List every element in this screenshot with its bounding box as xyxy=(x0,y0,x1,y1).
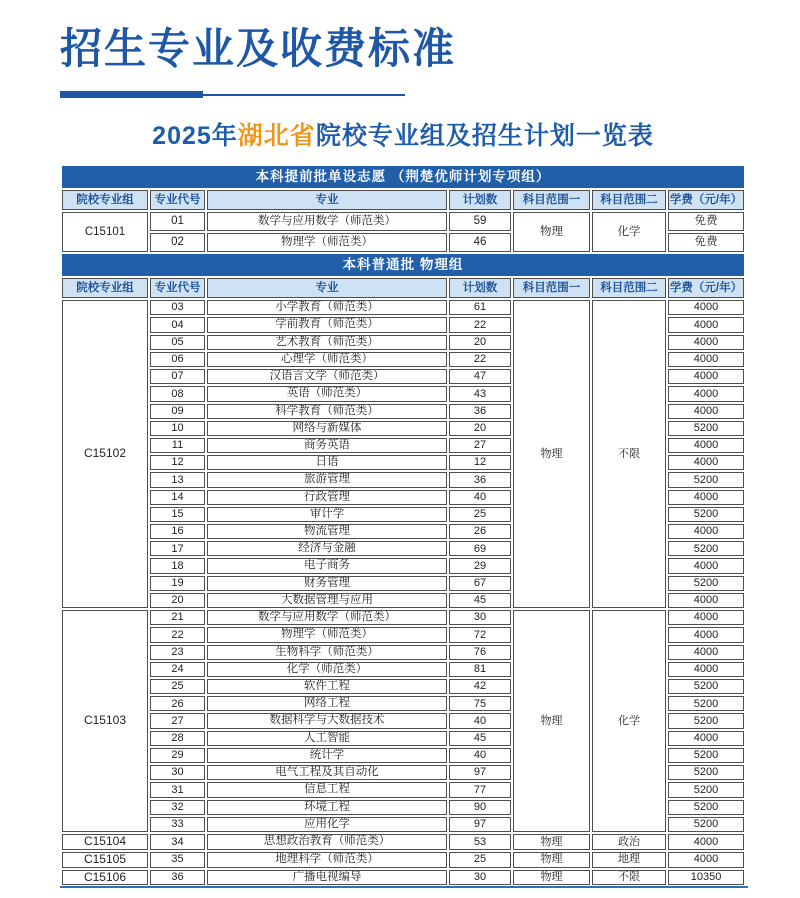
major-cell: 生物科学（师范类） xyxy=(207,645,447,660)
column-header: 专业代号 xyxy=(150,278,205,298)
code-cell: 25 xyxy=(150,679,205,694)
code-cell: 10 xyxy=(150,421,205,436)
plan-cell: 47 xyxy=(449,369,511,384)
major-cell: 物理学（师范类） xyxy=(207,233,447,252)
page xyxy=(0,26,800,898)
major-cell: 经济与金融 xyxy=(207,541,447,556)
code-cell: 13 xyxy=(150,472,205,487)
column-header: 院校专业组 xyxy=(62,278,148,298)
fee-cell: 5200 xyxy=(668,421,744,436)
fee-cell: 4000 xyxy=(668,455,744,470)
code-cell: 33 xyxy=(150,817,205,832)
fee-cell: 5200 xyxy=(668,541,744,556)
fee-cell: 4000 xyxy=(668,490,744,505)
major-cell: 网络工程 xyxy=(207,696,447,711)
plan-cell: 40 xyxy=(449,713,511,728)
page-title: 招生专业及收费标准 xyxy=(60,25,457,72)
plan-cell: 97 xyxy=(449,765,511,780)
subject1-cell: 物理 xyxy=(513,300,590,608)
subtitle-province-highlight: 湖北省 xyxy=(237,122,316,151)
major-cell: 电子商务 xyxy=(207,558,447,573)
column-header: 科目范围一 xyxy=(513,278,590,298)
code-cell: 18 xyxy=(150,558,205,573)
major-cell: 科学教育（师范类） xyxy=(207,404,447,419)
column-header-row xyxy=(62,278,744,298)
table-bottom-accent-line xyxy=(60,886,748,888)
major-cell: 数据科学与大数据技术 xyxy=(207,713,447,728)
title-underline-thick-segment xyxy=(60,91,203,98)
title-underline-thin-segment xyxy=(203,94,405,96)
section-banner: 本科提前批单设志愿 （荆楚优师计划专项组） xyxy=(62,166,744,188)
column-header: 学费（元/年） xyxy=(668,190,744,210)
plan-cell: 43 xyxy=(449,386,511,401)
major-cell: 财务管理 xyxy=(207,576,447,591)
code-cell: 12 xyxy=(150,455,205,470)
major-cell: 环境工程 xyxy=(207,800,447,815)
fee-cell: 免费 xyxy=(668,212,744,231)
plan-cell: 30 xyxy=(449,870,511,886)
fee-cell: 4000 xyxy=(668,352,744,367)
column-header: 专业 xyxy=(207,190,447,210)
group-cell: C15105 xyxy=(62,852,148,868)
major-cell: 应用化学 xyxy=(207,817,447,832)
subject1-cell: 物理 xyxy=(513,852,590,868)
column-header: 专业代号 xyxy=(150,190,205,210)
plan-cell: 25 xyxy=(449,852,511,868)
plan-cell: 61 xyxy=(449,300,511,315)
fee-cell: 5200 xyxy=(668,696,744,711)
plan-cell: 25 xyxy=(449,507,511,522)
fee-cell: 4000 xyxy=(668,834,744,850)
plan-cell: 36 xyxy=(449,472,511,487)
group-cell: C15102 xyxy=(62,300,148,608)
subject2-cell: 地理 xyxy=(592,852,666,868)
column-header: 计划数 xyxy=(449,278,511,298)
code-cell: 08 xyxy=(150,386,205,401)
code-cell: 35 xyxy=(150,852,205,868)
plan-cell: 77 xyxy=(449,782,511,797)
fee-cell: 4000 xyxy=(668,662,744,677)
major-cell: 地理科学（师范类） xyxy=(207,852,447,868)
subject1-cell: 物理 xyxy=(513,610,590,832)
fee-cell: 5200 xyxy=(668,507,744,522)
code-cell: 11 xyxy=(150,438,205,453)
major-cell: 广播电视编导 xyxy=(207,870,447,886)
code-cell: 30 xyxy=(150,765,205,780)
major-cell: 行政管理 xyxy=(207,490,447,505)
fee-cell: 4000 xyxy=(668,852,744,868)
code-cell: 07 xyxy=(150,369,205,384)
code-cell: 01 xyxy=(150,212,205,231)
fee-cell: 4000 xyxy=(668,335,744,350)
code-cell: 26 xyxy=(150,696,205,711)
plan-cell: 45 xyxy=(449,593,511,608)
major-cell: 汉语言文学（师范类） xyxy=(207,369,447,384)
table-row xyxy=(62,852,744,868)
table-row xyxy=(62,300,744,315)
plan-cell: 40 xyxy=(449,748,511,763)
fee-cell: 4000 xyxy=(668,524,744,539)
major-cell: 电气工程及其自动化 xyxy=(207,765,447,780)
section-banner-row xyxy=(62,166,744,188)
major-cell: 审计学 xyxy=(207,507,447,522)
major-cell: 学前教育（师范类） xyxy=(207,317,447,332)
plan-cell: 20 xyxy=(449,335,511,350)
table-subtitle xyxy=(60,116,746,152)
subject1-cell: 物理 xyxy=(513,212,590,252)
subtitle-year: 2025年 xyxy=(152,122,238,151)
fee-cell: 5200 xyxy=(668,800,744,815)
major-cell: 化学（师范类） xyxy=(207,662,447,677)
fee-cell: 5200 xyxy=(668,765,744,780)
major-cell: 数学与应用数学（师范类） xyxy=(207,610,447,625)
column-header: 科目范围一 xyxy=(513,190,590,210)
subject2-cell: 不限 xyxy=(592,300,666,608)
major-cell: 网络与新媒体 xyxy=(207,421,447,436)
code-cell: 31 xyxy=(150,782,205,797)
plan-cell: 76 xyxy=(449,645,511,660)
fee-cell: 4000 xyxy=(668,438,744,453)
plan-cell: 20 xyxy=(449,421,511,436)
major-cell: 小学教育（师范类） xyxy=(207,300,447,315)
fee-cell: 5200 xyxy=(668,748,744,763)
major-cell: 艺术教育（师范类） xyxy=(207,335,447,350)
plan-cell: 45 xyxy=(449,731,511,746)
column-header-row xyxy=(62,190,744,210)
major-cell: 数学与应用数学（师范类） xyxy=(207,212,447,231)
group-cell: C15103 xyxy=(62,610,148,832)
fee-cell: 4000 xyxy=(668,404,744,419)
subject2-cell: 政治 xyxy=(592,834,666,850)
code-cell: 15 xyxy=(150,507,205,522)
code-cell: 28 xyxy=(150,731,205,746)
plan-cell: 53 xyxy=(449,834,511,850)
major-cell: 旅游管理 xyxy=(207,472,447,487)
plan-cell: 30 xyxy=(449,610,511,625)
code-cell: 16 xyxy=(150,524,205,539)
major-cell: 物理学（师范类） xyxy=(207,627,447,642)
table-row xyxy=(62,212,744,231)
plan-cell: 69 xyxy=(449,541,511,556)
fee-cell: 5200 xyxy=(668,713,744,728)
fee-cell: 5200 xyxy=(668,817,744,832)
code-cell: 17 xyxy=(150,541,205,556)
column-header: 专业 xyxy=(207,278,447,298)
fee-cell: 4000 xyxy=(668,369,744,384)
code-cell: 20 xyxy=(150,593,205,608)
table-row xyxy=(62,834,744,850)
table-row xyxy=(62,610,744,625)
fee-cell: 4000 xyxy=(668,610,744,625)
column-header: 学费（元/年） xyxy=(668,278,744,298)
major-cell: 统计学 xyxy=(207,748,447,763)
plan-cell: 42 xyxy=(449,679,511,694)
code-cell: 21 xyxy=(150,610,205,625)
code-cell: 27 xyxy=(150,713,205,728)
subject1-cell: 物理 xyxy=(513,870,590,886)
plan-cell: 29 xyxy=(449,558,511,573)
plan-cell: 12 xyxy=(449,455,511,470)
group-cell: C15101 xyxy=(62,212,148,252)
code-cell: 06 xyxy=(150,352,205,367)
column-header: 计划数 xyxy=(449,190,511,210)
code-cell: 04 xyxy=(150,317,205,332)
fee-cell: 5200 xyxy=(668,576,744,591)
code-cell: 36 xyxy=(150,870,205,886)
group-cell: C15106 xyxy=(62,870,148,886)
subject2-cell: 化学 xyxy=(592,610,666,832)
subject1-cell: 物理 xyxy=(513,834,590,850)
major-cell: 人工智能 xyxy=(207,731,447,746)
plan-cell: 97 xyxy=(449,817,511,832)
fee-cell: 10350 xyxy=(668,870,744,886)
code-cell: 05 xyxy=(150,335,205,350)
plan-cell: 67 xyxy=(449,576,511,591)
section-banner-row xyxy=(62,254,744,276)
fee-cell: 4000 xyxy=(668,317,744,332)
plan-cell: 46 xyxy=(449,233,511,252)
plan-cell: 72 xyxy=(449,627,511,642)
major-cell: 物流管理 xyxy=(207,524,447,539)
column-header: 科目范围二 xyxy=(592,190,666,210)
plan-cell: 22 xyxy=(449,317,511,332)
code-cell: 14 xyxy=(150,490,205,505)
fee-cell: 免费 xyxy=(668,233,744,252)
fee-cell: 4000 xyxy=(668,300,744,315)
section-banner: 本科普通批 物理组 xyxy=(62,254,744,276)
subject2-cell: 不限 xyxy=(592,870,666,886)
major-cell: 软件工程 xyxy=(207,679,447,694)
fee-cell: 4000 xyxy=(668,558,744,573)
major-cell: 商务英语 xyxy=(207,438,447,453)
group-cell: C15104 xyxy=(62,834,148,850)
title-underline xyxy=(60,91,405,99)
plan-cell: 81 xyxy=(449,662,511,677)
fee-cell: 5200 xyxy=(668,679,744,694)
code-cell: 19 xyxy=(150,576,205,591)
fee-cell: 5200 xyxy=(668,472,744,487)
plan-cell: 90 xyxy=(449,800,511,815)
fee-cell: 5200 xyxy=(668,782,744,797)
major-cell: 思想政治教育（师范类） xyxy=(207,834,447,850)
code-cell: 32 xyxy=(150,800,205,815)
plan-cell: 27 xyxy=(449,438,511,453)
plan-cell: 22 xyxy=(449,352,511,367)
plan-cell: 36 xyxy=(449,404,511,419)
fee-cell: 4000 xyxy=(668,731,744,746)
column-header: 科目范围二 xyxy=(592,278,666,298)
subtitle-rest: 院校专业组及招生计划一览表 xyxy=(315,122,654,151)
code-cell: 23 xyxy=(150,645,205,660)
code-cell: 22 xyxy=(150,627,205,642)
code-cell: 09 xyxy=(150,404,205,419)
major-cell: 日语 xyxy=(207,455,447,470)
fee-cell: 4000 xyxy=(668,593,744,608)
plan-cell: 40 xyxy=(449,490,511,505)
code-cell: 03 xyxy=(150,300,205,315)
major-cell: 心理学（师范类） xyxy=(207,352,447,367)
major-cell: 信息工程 xyxy=(207,782,447,797)
code-cell: 02 xyxy=(150,233,205,252)
plan-cell: 59 xyxy=(449,212,511,231)
fee-cell: 4000 xyxy=(668,627,744,642)
major-cell: 英语（师范类） xyxy=(207,386,447,401)
plan-cell: 26 xyxy=(449,524,511,539)
column-header: 院校专业组 xyxy=(62,190,148,210)
fee-cell: 4000 xyxy=(668,386,744,401)
code-cell: 24 xyxy=(150,662,205,677)
fee-cell: 4000 xyxy=(668,645,744,660)
enrollment-plan-table xyxy=(60,164,746,887)
code-cell: 34 xyxy=(150,834,205,850)
subject2-cell: 化学 xyxy=(592,212,666,252)
code-cell: 29 xyxy=(150,748,205,763)
major-cell: 大数据管理与应用 xyxy=(207,593,447,608)
plan-cell: 75 xyxy=(449,696,511,711)
